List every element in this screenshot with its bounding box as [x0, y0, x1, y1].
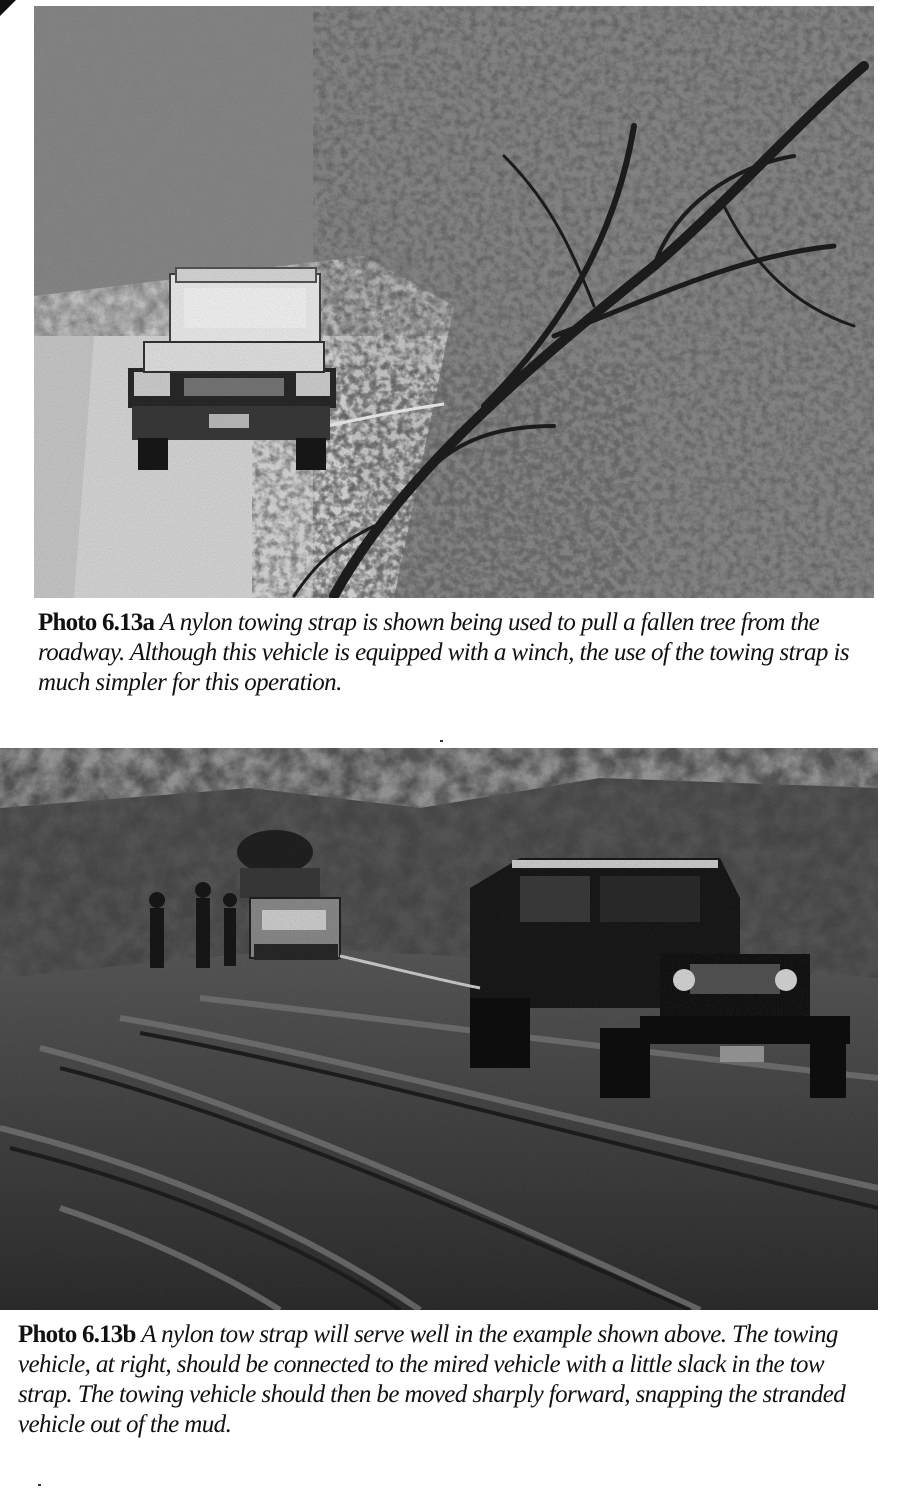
print-speck: [440, 740, 443, 742]
photo-fallen-tree: [34, 6, 874, 598]
corner-mark: [0, 0, 22, 22]
photo-caption-text-a: A nylon towing strap is shown being used to pull a fallen tree from the roadway. Although this vehicle is equipped with a winch, the use of the towing strap is much simpler for this operation.: [38, 609, 849, 696]
photo-caption-text-b: A nylon tow strap will serve well in the example shown above. The towing vehicle, at right, should be connected to the mired vehicle with a little slack in the tow strap. The towing vehicle should then be moved sharply forward, snapping the stranded vehicle out of the mud.: [18, 1321, 846, 1438]
photo-label-b: Photo 6.13b: [18, 1321, 136, 1348]
print-speck: [38, 1484, 41, 1486]
photo-label-a: Photo 6.13a: [38, 609, 155, 636]
photo-muddy-road: [0, 748, 878, 1310]
photo-caption-b: [18, 1320, 868, 1440]
photo-caption-a: [38, 608, 878, 698]
